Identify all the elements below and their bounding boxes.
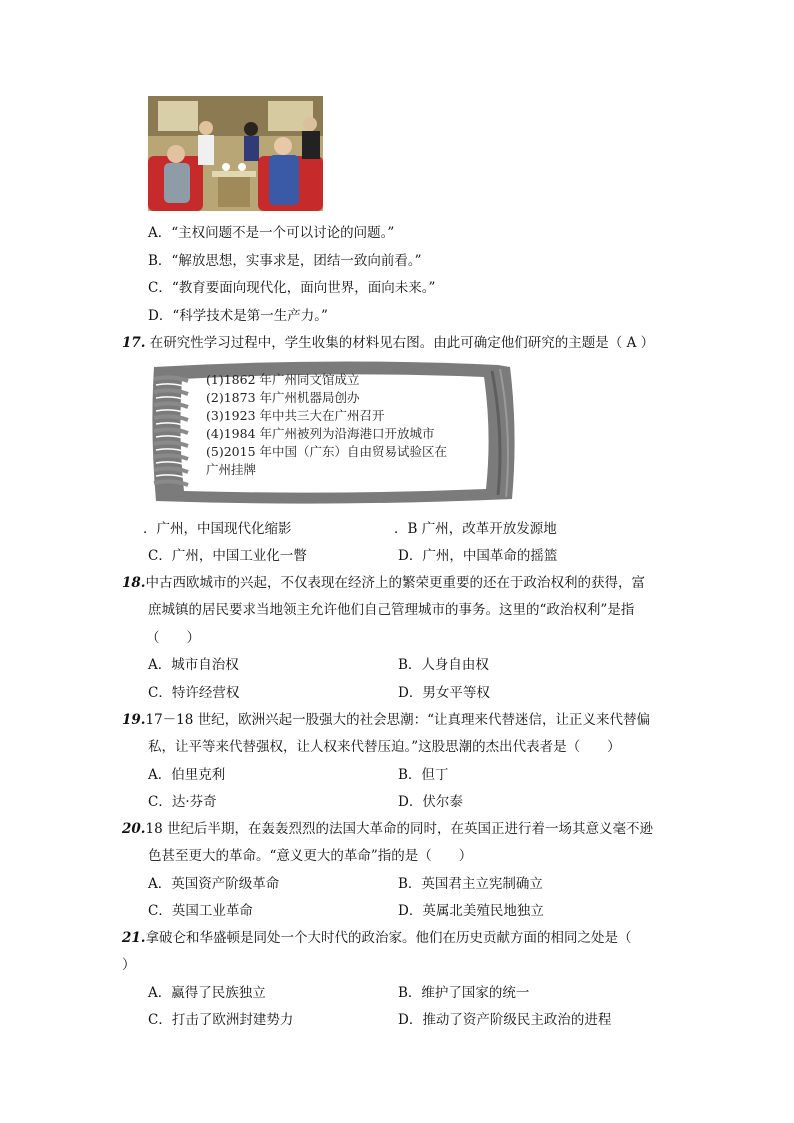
notebook-line-2: (2)1873 年广州机器局创办: [206, 390, 360, 405]
notebook-line-5: (5)2015 年中国（广东）自由贸易试验区在: [206, 444, 447, 459]
meeting-photo: [148, 96, 323, 211]
question-number: 21.: [122, 930, 146, 946]
question-20: [122, 817, 653, 837]
question-17: [122, 331, 654, 351]
q16-option-a: A．“主权问题不是一个可以讨论的问题。”: [148, 225, 395, 241]
question-number: 19.: [122, 712, 146, 728]
notebook-line-4: (4)1984 年广州被列为沿海港口开放城市: [206, 426, 435, 441]
notebook-line-6: 广州挂牌: [206, 462, 257, 477]
question-stem-line-1: 中古西欧城市的兴起，不仅表现在经济上的繁荣更重要的还在于政治权利的获得，富: [145, 575, 645, 591]
question-stem-line-1: 18 世纪后半期，在轰轰烈烈的法国大革命的同时，在英国正进行着一场其意义毫不逊: [145, 821, 653, 837]
question-18-stem-line-2: 庶城镇的居民要求当地领主允许他们自己管理城市的事务。这里的“政治权利”是指: [148, 602, 635, 618]
question-18: [122, 571, 645, 591]
question-stem: 在研究性学习过程中，学生收集的材料见右图。由此可确定他们研究的主题是（ A ）: [149, 335, 655, 351]
question-18-stem-line-3: （ ）: [146, 630, 200, 646]
question-19: [122, 708, 650, 728]
q16-option-b: B．“解放思想，实事求是，团结一致向前看。”: [148, 253, 422, 269]
q18-option-d: D．男女平等权: [398, 685, 490, 701]
question-number: 17.: [122, 335, 146, 351]
q20-option-c: C．英国工业革命: [148, 903, 253, 919]
q21-option-a: A．赢得了民族独立: [148, 985, 266, 1001]
q19-option-b: B．但丁: [398, 767, 449, 783]
q21-option-b: B．维护了国家的统一: [398, 985, 530, 1001]
q21-option-d: D．推动了资产阶级民主政治的进程: [398, 1012, 612, 1028]
question-stem-line-1: 拿破仑和华盛顿是同处一个大时代的政治家。他们在历史贡献方面的相同之处是（: [145, 930, 632, 946]
question-stem-line-1: 17－18 世纪，欧洲兴起一股强大的社会思潮：“让真理来代替迷信，让正义来代替偏: [145, 712, 651, 728]
question-21-stem-line-2: ）: [122, 957, 136, 973]
meeting-photo-illustration: [148, 96, 323, 211]
q17-option-c: C．广州，中国工业化一瞥: [148, 548, 307, 564]
question-19-stem-line-2: 私，让平等来代替强权，让人权来代替压迫。”这股思潮的杰出代表者是（ ）: [148, 739, 621, 755]
q21-option-c: C．打击了欧洲封建势力: [148, 1012, 294, 1028]
question-20-stem-line-2: 色甚至更大的革命。“意义更大的革命”指的是（ ）: [148, 848, 473, 864]
question-number: 18.: [122, 575, 146, 591]
question-21: [122, 926, 632, 946]
q20-option-d: D．英属北美殖民地独立: [398, 903, 544, 919]
q19-option-a: A．伯里克利: [148, 767, 226, 783]
q16-option-d: D．“科学技术是第一生产力。”: [148, 308, 328, 324]
question-number: 20.: [122, 821, 146, 837]
q17-option-d: D．广州，中国革命的摇篮: [398, 548, 558, 564]
q18-option-b: B．人身自由权: [398, 657, 489, 673]
q20-option-a: A．英国资产阶级革命: [148, 876, 280, 892]
notebook-figure: [148, 357, 520, 507]
q17-option-b: ．B 广州，改革开放发源地: [394, 521, 557, 537]
q16-option-c: C．“教育要面向现代化，面向世界，面向未来。”: [148, 280, 436, 296]
q18-option-a: A．城市自治权: [148, 657, 239, 673]
q17-option-a: ．广州，中国现代化缩影: [143, 521, 292, 537]
q19-option-c: C．达·芬奇: [148, 794, 217, 810]
q18-option-c: C．特许经营权: [148, 685, 240, 701]
notebook-line-3: (3)1923 年中共三大在广州召开: [206, 408, 385, 423]
notebook-line-1: (1)1862 年广州同文馆成立: [206, 372, 360, 387]
q20-option-b: B．英国君主立宪制确立: [398, 876, 543, 892]
q19-option-d: D．伏尔泰: [398, 794, 463, 810]
